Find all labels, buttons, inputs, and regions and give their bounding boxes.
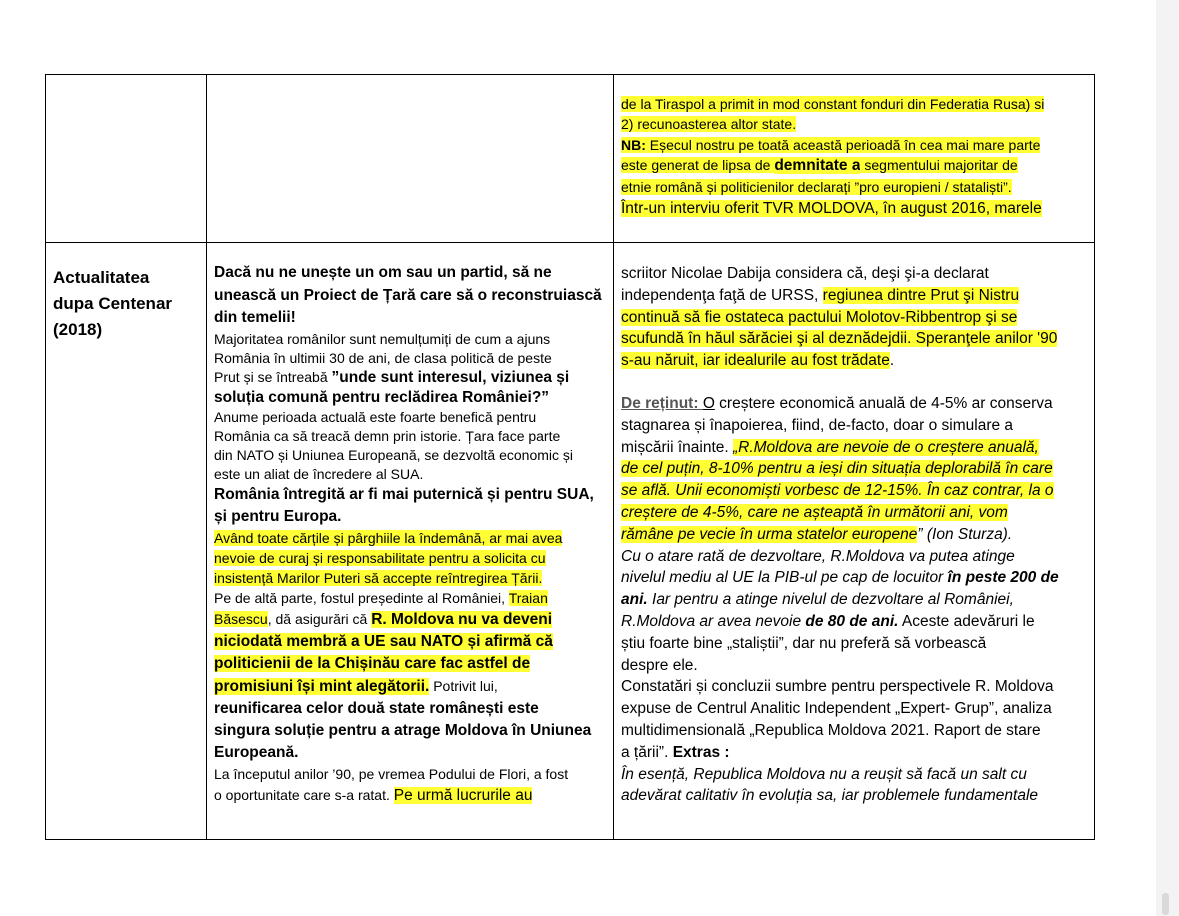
text-line: nivelul mediu al UE la PIB-ul pe cap de locuitor în peste 200 de	[621, 569, 1059, 587]
text-line: nevoie de curaj și responsabilitate pentru a solicita cu	[214, 549, 546, 566]
text-line: rămâne pe vecie în urma statelor europene” (Ion Sturza).	[621, 525, 1013, 543]
text-line: a țării”. Extras :	[621, 743, 730, 761]
text-line: o oportunitate care s-a ratat. Pe urmă lucrurile au	[214, 786, 533, 804]
row2-col1-cell	[46, 243, 207, 840]
text-line: etnie română și politicienilor declarați ”pro europieni / stataliști”.	[621, 178, 1012, 195]
text-line: știu foarte bine „staliștii”, dar nu preferă să vorbească	[621, 634, 987, 652]
text-line: În esență, Republica Moldova nu a reușit să facă un salt cu	[621, 765, 1027, 783]
text-line: România ca să treacă demn prin istorie. Țara face parte	[214, 427, 561, 444]
text-line: promisiuni își mint alegătorii. Potrivit lui,	[214, 677, 498, 695]
text-line: Băsescu, dă asigurări că R. Moldova nu va deveni	[214, 610, 553, 628]
section-heading: Actualitatea dupa Centenar (2018)	[53, 268, 173, 339]
text-line: scufundă în hăul sărăciei şi al deznădejdii. Speranţele anilor '90	[621, 330, 1058, 348]
text-line: este un aliat de încredere al SUA.	[214, 465, 424, 482]
text-line: expuse de Centrul Analitic Independent „Expert- Grup”, analiza	[621, 700, 1052, 718]
text-line: este generat de lipsa de demnitate a segmentului majoritar de	[621, 157, 1018, 175]
text-line: România în ultimii 30 de ani, de clasa politică de peste	[214, 349, 552, 366]
text-line: s-au năruit, iar idealurile au fost trădate.	[621, 352, 895, 370]
text-line: Pe de altă parte, fostul președinte al României, Traian	[214, 589, 548, 606]
bold-line: Dacă nu ne unește un om sau un partid, să ne	[214, 264, 552, 281]
table-row	[46, 243, 1095, 840]
text-line: stagnarea și înapoierea, fiind, de-facto, doar o simulare a	[621, 416, 1014, 434]
text-line: La începutul anilor ’90, pe vremea Podului de Flori, a fost	[214, 765, 569, 782]
bold-line: România întregită ar fi mai puternică și pentru SUA,	[214, 485, 594, 503]
bold-line: unească un Proiect de Țară care să o reconstruiască	[214, 286, 602, 304]
row2-col3-cell	[614, 243, 1095, 840]
bold-line: din temelii!	[214, 309, 296, 326]
text-line: NB: Eșecul nostru pe toată această perioadă în cea mai mare parte	[621, 136, 1041, 153]
bold-line: Europeană.	[214, 743, 299, 761]
text-line: creștere de 4-5%, care ne așteaptă în următorii ani, vom	[621, 503, 1008, 521]
text-line: adevărat calitativ în evoluția sa, iar problemele fundamentale	[621, 787, 1039, 805]
text-line: Constatări și concluzii sumbre pentru perspectivele R. Moldova	[621, 678, 1054, 696]
text-line: se află. Unii economiști vorbesc de 12-15%. În caz contrar, la o	[621, 482, 1054, 500]
row2-col2-cell	[207, 243, 614, 840]
text-line: 2) recunoasterea altor state.	[621, 116, 797, 133]
text-line: Majoritatea românilor sunt nemulțumiți de cum a ajuns	[214, 330, 551, 347]
table-row	[46, 75, 1095, 243]
page-margin-strip	[1156, 0, 1179, 916]
text-line: de la Tiraspol a primit in mod constant fonduri din Federatia Rusa) si	[621, 96, 1045, 112]
blank-line	[621, 372, 1087, 393]
bold-line: reunificarea celor două state românești este	[214, 699, 539, 717]
text-line: ani. Iar pentru a atinge nivelul de dezvoltare al României,	[621, 591, 1014, 609]
text-line: Anume perioada actuală este foarte benefică pentru	[214, 408, 537, 425]
text-line: mișcării înainte. „R.Moldova are nevoie de o creștere anuală,	[621, 438, 1039, 456]
text-line: multidimensională „Republica Moldova 2021. Raport de stare	[621, 721, 1041, 739]
row1-col1-cell	[46, 75, 207, 243]
text-line: niciodată membră a UE sau NATO și afirmă că	[214, 632, 553, 650]
text-line: Prut și se întreabă ”unde sunt interesul, viziunea și	[214, 368, 570, 386]
text-line: Având toate cărțile și pârghiile la îndemână, ar mai avea	[214, 529, 563, 546]
text-line: R.Moldova ar avea nevoie de 80 de ani. Aceste adevăruri le	[621, 612, 1035, 630]
text-line: De reținut: O creștere economică anuală de 4-5% ar conserva	[621, 394, 1053, 412]
row1-col2-cell	[207, 75, 614, 243]
text-line: independenţa faţă de URSS, regiunea dintre Prut şi Nistru	[621, 286, 1020, 304]
text-line: de cel puțin, 8-10% pentru a ieși din situația deplorabilă în care	[621, 460, 1053, 478]
text-line: din NATO și Uniunea Europeană, se dezvoltă economic și	[214, 446, 574, 463]
bold-line: și pentru Europa.	[214, 507, 342, 525]
text-line: despre ele.	[621, 656, 698, 674]
text-line: scriitor Nicolae Dabija considera că, deşi şi-a declarat	[621, 265, 989, 282]
text-line: continuă să fie ostateca pactului Molotov-Ribbentrop şi se	[621, 308, 1018, 326]
row1-col3-cell	[614, 75, 1095, 243]
text-line: politicienii de la Chișinău care fac astfel de	[214, 654, 531, 672]
text-line: insistență Marilor Puteri să accepte reîntregirea Țării.	[214, 569, 543, 586]
text-line: Într-un interviu oferit TVR MOLDOVA, în august 2016, marele	[621, 200, 1042, 218]
bold-line: soluția comună pentru reclădirea României?”	[214, 388, 550, 406]
bold-line: singura soluție pentru a atrage Moldova în Uniunea	[214, 721, 592, 739]
scrollbar-thumb[interactable]	[1162, 893, 1169, 915]
text-line: Cu o atare rată de dezvoltare, R.Moldova va putea atinge	[621, 547, 1015, 565]
document-table	[45, 74, 1095, 840]
